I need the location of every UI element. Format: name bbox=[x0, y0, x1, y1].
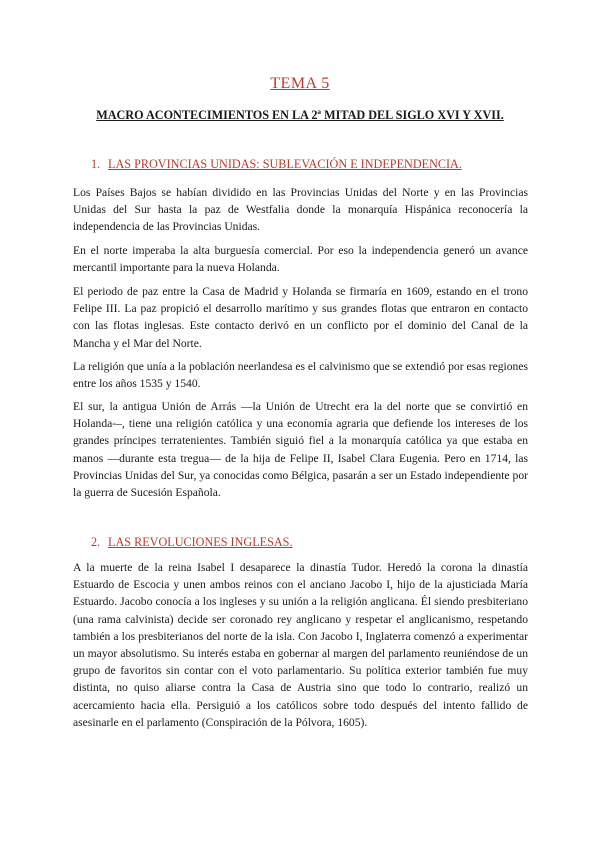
section-title-1: LAS PROVINCIAS UNIDAS: SUBLEVACIÓN E INDEPENDENCIA. bbox=[108, 157, 462, 171]
section-number-2: 2. bbox=[91, 535, 101, 549]
paragraph: El sur, la antigua Unión de Arrás —la Unión de Utrecht era la del norte que se convirtió en Holanda-–, tiene una religión católica y una economía agraria que defiende los intereses de los grandes príncipes terratenientes. También siguió fiel a la monarquía católica ya que estaba en manos —durante esta tregua— de la hija de Felipe II, Isabel Clara Eugenia. Pero en 1714, las Provincias Unidas del Sur, ya conocidas como Bélgica, pasarán a ser un Estado independiente por la guerra de Sucesión Española. bbox=[73, 400, 528, 500]
section-heading-2 bbox=[91, 535, 293, 550]
paragraph: El periodo de paz entre la Casa de Madrid y Holanda se firmaría en 1609, estando en el trono Felipe III. La paz propició el desarrollo marítimo y sus grandes flotas que entraron en contacto con las flotas inglesas. Este contacto derivó en un conflicto por el dominio del Canal de la Mancha y el Mar del Norte. bbox=[73, 285, 528, 350]
document-subtitle: MACRO ACONTECIMIENTOS EN LA 2ª MITAD DEL SIGLO XVI Y XVII. bbox=[96, 108, 504, 122]
section-number-1: 1. bbox=[91, 157, 101, 171]
section-title-2: LAS REVOLUCIONES INGLESAS. bbox=[108, 535, 293, 549]
document-title: TEMA 5 bbox=[270, 75, 330, 92]
paragraph: En el norte imperaba la alta burguesía comercial. Por eso la independencia generó un avance mercantil importante para la nueva Holanda. bbox=[73, 244, 528, 275]
paragraph: Los Países Bajos se habían dividido en las Provincias Unidas del Norte y en las Provincias Unidas del Sur hasta la paz de Westfalia donde la monarquía Hispánica reconocería la independencia de las Provincias Unidas. bbox=[73, 186, 528, 234]
paragraph: A la muerte de la reina Isabel I desaparece la dinastía Tudor. Heredó la corona la dinastía Estuardo de Escocia y unen ambos reinos con el anciano Jacobo I, hijo de la ajusticiada María Estuardo. Jacobo conocía a los ingleses y su unión a la religión anglicana. Él siendo presbiteriano (una rama calvinista) decide ser coronado rey anglicano y respetar el anglicanismo, respetando también a los presbiterianos del norte de la isla. Con Jacobo I, Inglaterra comenzó a experimentar un mayor absolutismo. Su interés estaba en gobernar al margen del parlamento reuniéndose de un grupo de favoritos sin contar con el voto parlamentario. Su política exterior también fue muy distinta, no quiso aliarse contra la Casa de Austria sino que todo lo contrario, realizó un acercamiento hacia ella. Persiguió a los católicos sobre todo después del intento fallido de asesinarle en el parlamento (Conspiración de la Pólvora, 1605). bbox=[73, 561, 528, 729]
paragraph: La religión que unía a la población neerlandesa es el calvinismo que se extendió por esas regiones entre los años 1535 y 1540. bbox=[73, 360, 528, 391]
section-heading-1 bbox=[91, 157, 462, 172]
